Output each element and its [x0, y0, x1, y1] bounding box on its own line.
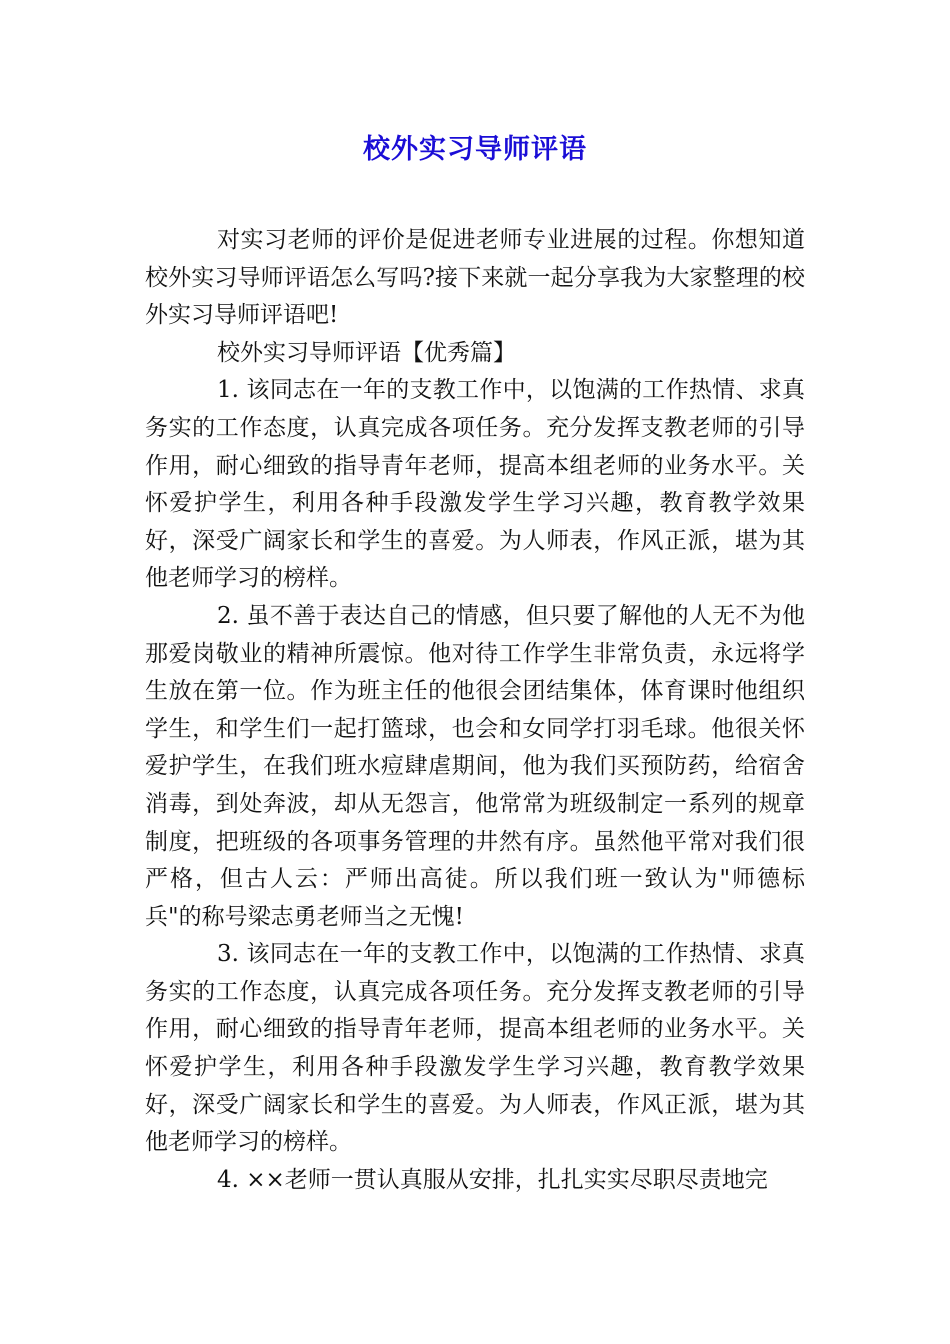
comment-paragraph-1: 1. 该同志在一年的支教工作中，以饱满的工作热情、求真务实的工作态度，认真完成各项任务。充分发挥支教老师的引导作用，耐心细致的指导青年老师，提高本组老师的业务水平。关怀爱护学生，利用各种手段激发学生学习兴趣，教育教学效果好，深受广阔家长和学生的喜爱。为人师表，作风正派，堪为其他老师学习的榜样。 — [145, 377, 805, 592]
document-title: 校外实习导师评语 — [363, 134, 587, 165]
intro-paragraph: 对实习老师的评价是促进老师专业进展的过程。你想知道校外实习导师评语怎么写吗?接下来就一起分享我为大家整理的校外实习导师评语吧! — [145, 227, 805, 329]
section-heading: 校外实习导师评语【优秀篇】 — [217, 339, 516, 366]
document-body — [145, 222, 805, 1199]
comment-paragraph-2: 2. 虽不善于表达自己的情感，但只要了解他的人无不为他那爱岗敬业的精神所震惊。他对待工作学生非常负责，永远将学生放在第一位。作为班主任的他很会团结集体，体育课时他组织学生，和学生们一起打篮球，也会和女同学打羽毛球。他很关怀爱护学生，在我们班水痘肆虐期间，他为我们买预防药，给宿舍消毒，到处奔波，却从无怨言，他常常为班级制定一系列的规章制度，把班级的各项事务管理的井然有序。虽然他平常对我们很严格，但古人云：严师出高徒。所以我们班一致认为"师德标兵"的称号梁志勇老师当之无愧! — [145, 602, 805, 930]
comment-paragraph-4: 4. ××老师一贯认真服从安排，扎扎实实尽职尽责地完 — [217, 1166, 768, 1193]
comment-paragraph-3: 3. 该同志在一年的支教工作中，以饱满的工作热情、求真务实的工作态度，认真完成各项任务。充分发挥支教老师的引导作用，耐心细致的指导青年老师，提高本组老师的业务水平。关怀爱护学生，利用各种手段激发学生学习兴趣，教育教学效果好，深受广阔家长和学生的喜爱。为人师表，作风正派，堪为其他老师学习的榜样。 — [145, 941, 805, 1156]
